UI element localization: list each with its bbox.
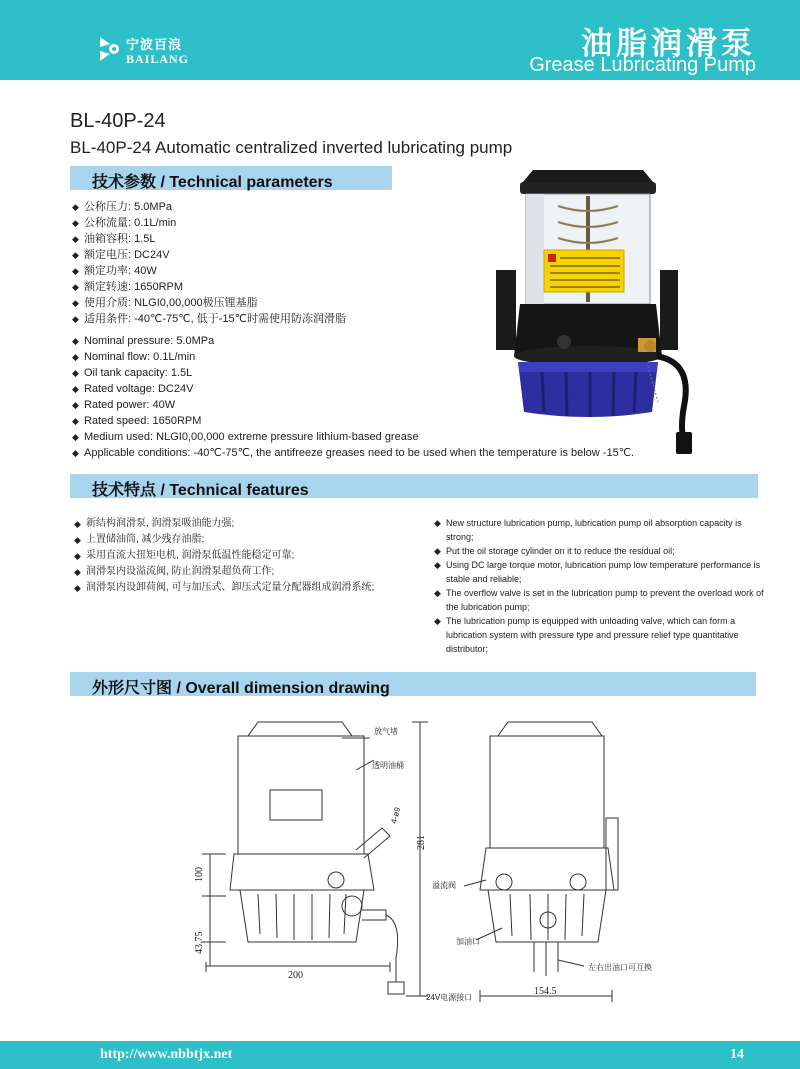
dim-lower-height: 43.75 [194, 931, 205, 954]
list-item: ◆ 公称流量: 0.1L/min [72, 217, 177, 229]
label-outlet: 左右出油口可互换 [588, 963, 652, 972]
features-list-en [434, 516, 764, 656]
list-item: ◆ Nominal flow: 0.1L/min [72, 351, 196, 363]
label-reservoir: 透明油桶 [372, 761, 404, 770]
list-item: ◆ Medium used: NLGI0,00,000 extreme pressure lithium-based grease [72, 431, 419, 443]
list-item: ◆ 上置储油筒, 减少残存油脂; [74, 534, 205, 545]
bailang-logo-icon [96, 34, 122, 64]
list-item: ◆ Oil tank capacity: 1.5L [72, 367, 193, 379]
dim-height: 281 [416, 835, 427, 850]
label-power-port: 24V电源接口 [426, 993, 473, 1002]
product-subtitle: BL-40P-24 Automatic centralized inverted lubricating pump [70, 138, 513, 157]
label-mount-holes: 4-ø9 [389, 806, 403, 825]
logo-text-cn: 宁波百浪 [126, 37, 183, 52]
page-title-en: Grease Lubricating Pump [529, 54, 756, 76]
dim-base-height: 100 [194, 867, 205, 882]
list-item: ◆ Rated speed: 1650RPM [72, 415, 202, 427]
list-item: ◆ 润滑泵内设卸荷阀, 可与加压式、卸压式定量分配器组成润滑系统; [74, 582, 375, 593]
list-item: ◆ 采用直流大扭矩电机, 润滑泵低温性能稳定可靠; [74, 550, 295, 561]
logo-text-en: BAILANG [126, 52, 190, 66]
label-vent-plug: 放气堵 [374, 727, 398, 736]
section-technical-parameters: 技术参数 / Technical parameters [70, 166, 392, 190]
params-list-cn [72, 199, 346, 327]
list-item: ◆ 新结构润滑泵, 润滑泵吸油能力强; [74, 518, 235, 529]
list-item: ◆ 润滑泵内设溢流阀, 防止润滑泵超负荷工作; [74, 566, 275, 577]
company-logo [96, 30, 216, 70]
list-item: ◆ The overflow valve is set in the lubrication pump to prevent the overload work of the lubrication pump; [434, 588, 764, 612]
section-dimension-drawing: 外形尺寸图 / Overall dimension drawing [70, 672, 756, 696]
list-item: ◆ Nominal pressure: 5.0MPa [72, 335, 215, 347]
dim-width: 200 [288, 970, 303, 981]
list-item: ◆ New structure lubrication pump, lubrication pump oil absorption capacity is strong; [434, 518, 742, 542]
list-item: ◆ 适用条件: -40℃-75℃, 低于-15℃时需使用防冻润滑脂 [72, 313, 346, 325]
section-technical-features: 技术特点 / Technical features [70, 474, 758, 498]
list-item: ◆ Rated power: 40W [72, 399, 176, 411]
features-list-cn [74, 516, 414, 596]
footer-band [0, 1041, 800, 1069]
list-item: ◆ 额定功率: 40W [72, 265, 157, 277]
label-fill-port: 加油口 [456, 937, 480, 946]
page-number: 14 [730, 1047, 744, 1062]
list-item: ◆ Using DC large torque motor, lubrication pump low temperature performance is stable and reliable; [434, 560, 761, 584]
list-item: ◆ Rated voltage: DC24V [72, 383, 194, 395]
list-item: ◆ 油箱容积: 1.5L [72, 233, 156, 245]
page-title-cn: 油脂润滑泵 [581, 26, 756, 61]
header-band [0, 0, 800, 80]
label-overflow-valve: 溢流阀 [432, 881, 456, 890]
dim-side-width: 154.5 [534, 986, 557, 997]
list-item: ◆ 额定电压: DC24V [72, 249, 170, 261]
product-model: BL-40P-24 [70, 110, 166, 132]
dimension-drawing [150, 710, 680, 1020]
list-item: ◆ Applicable conditions: -40℃-75℃, the antifreeze greases need to be used when the temperature is below -15℃. [72, 447, 635, 459]
list-item: ◆ 公称压力: 5.0MPa [72, 201, 173, 213]
footer-url: http://www.nbbtjx.net [100, 1047, 233, 1062]
list-item: ◆ Put the oil storage cylinder on it to reduce the residual oil; [434, 546, 675, 556]
list-item: ◆ The lubrication pump is equipped with unloading valve, which can form a lubrication system with pressure type and pressure relief type quantitative distributor; [434, 616, 739, 654]
pump-product-image [478, 166, 708, 466]
list-item: ◆ 额定转速: 1650RPM [72, 281, 184, 293]
list-item: ◆ 使用介质: NLGI0,00,000极压锂基脂 [72, 297, 258, 309]
